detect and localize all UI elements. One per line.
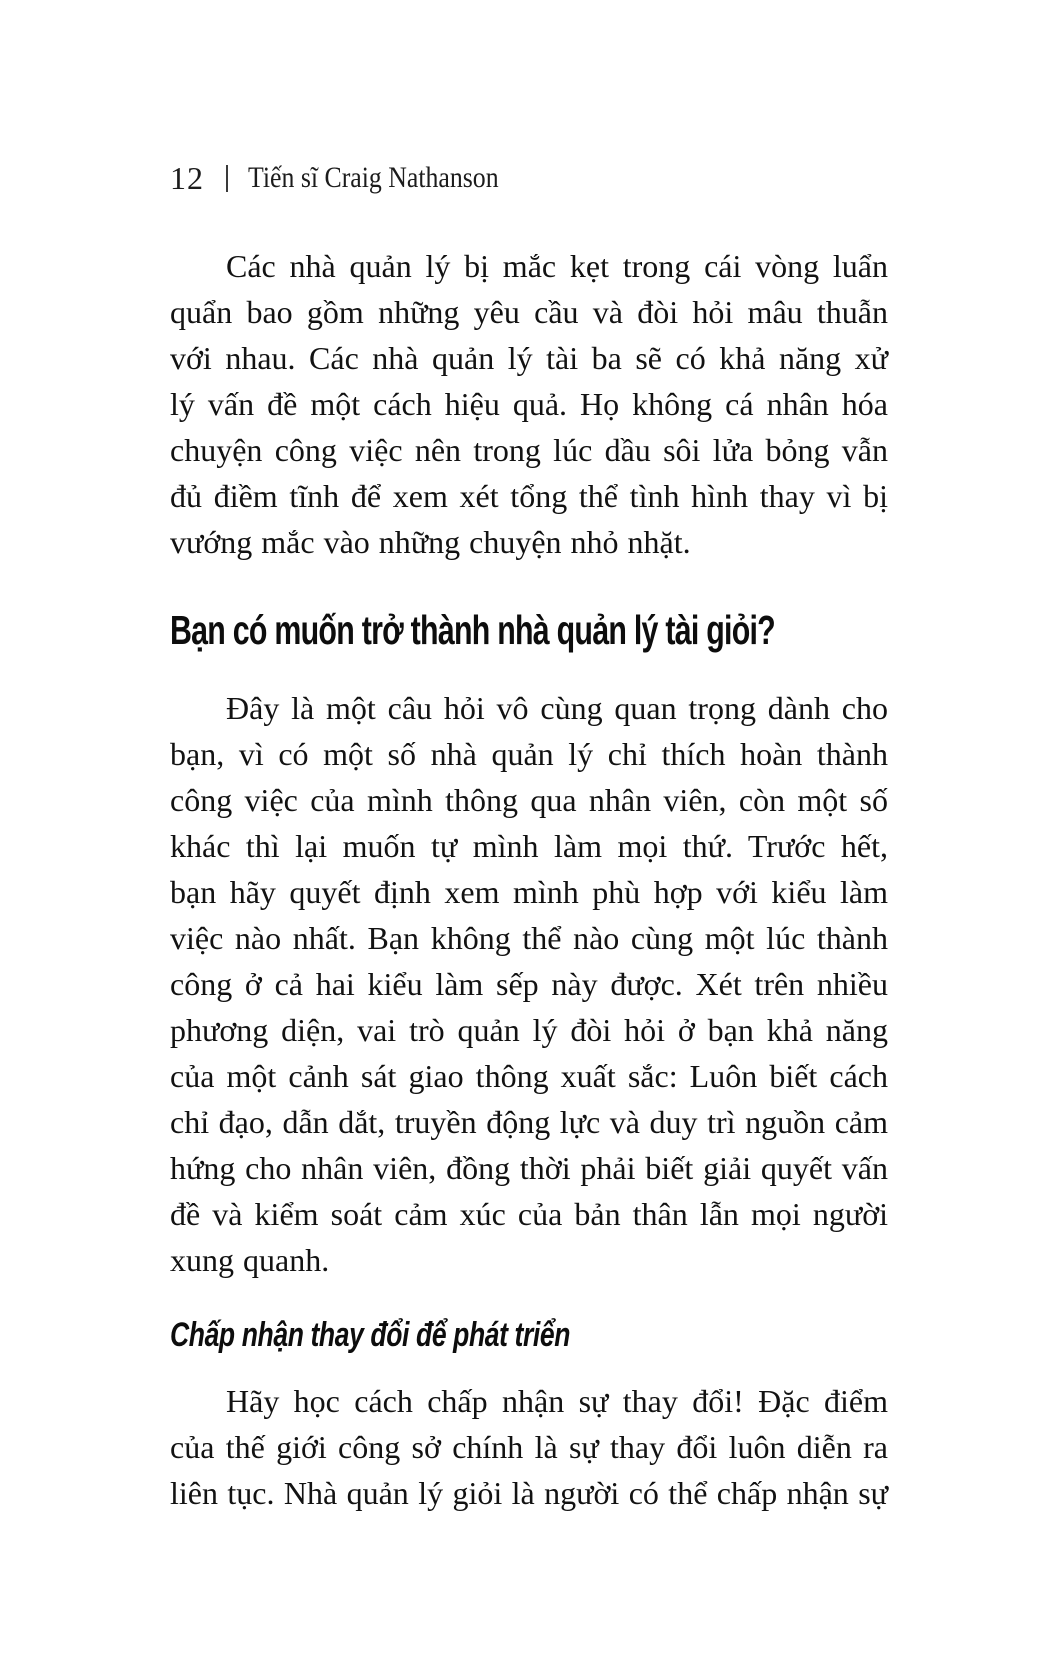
text-line: Hãy học cách chấp nhận sự thay đổi! Đặc điểm	[226, 1383, 888, 1419]
page-header	[170, 160, 539, 196]
text-line: phương diện, vai trò quản lý đòi hỏi ở bạn khả năng	[170, 1012, 888, 1048]
text-line: Các nhà quản lý bị mắc kẹt trong cái vòng luẩn	[226, 248, 888, 284]
page-number: 12	[170, 160, 204, 196]
text-line: vướng mắc vào những chuyện nhỏ nhặt.	[170, 524, 691, 560]
text-line: chỉ đạo, dẫn dắt, truyền động lực và duy trì nguồn cảm	[170, 1104, 888, 1140]
header-separator	[226, 165, 228, 192]
text-line: lý vấn đề một cách hiệu quả. Họ không cá nhân hóa	[170, 386, 888, 422]
paragraph-1	[170, 243, 888, 565]
text-line: công ở cả hai kiểu làm sếp này được. Xét trên nhiều	[170, 966, 888, 1002]
text-line: việc nào nhất. Bạn không thể nào cùng một lúc thành	[170, 920, 888, 956]
text-line: hứng cho nhân viên, đồng thời phải biết giải quyết vấn	[170, 1150, 888, 1186]
paragraph-2	[170, 685, 888, 1283]
section-heading-1: Bạn có muốn trở thành nhà quản lý tài giỏi?	[170, 607, 775, 653]
paragraph-3	[170, 1378, 888, 1516]
text-line: xung quanh.	[170, 1242, 330, 1278]
section-heading-2: Chấp nhận thay đổi để phát triển	[170, 1316, 571, 1354]
text-line: với nhau. Các nhà quản lý tài ba sẽ có khả năng xử	[170, 340, 888, 376]
text-line: liên tục. Nhà quản lý giỏi là người có thể chấp nhận sự	[170, 1475, 888, 1511]
running-title: Tiến sĩ Craig Nathanson	[248, 161, 499, 194]
text-line: khác thì lại muốn tự mình làm mọi thứ. Trước hết,	[170, 828, 888, 864]
text-line: của thế giới công sở chính là sự thay đổi luôn diễn ra	[170, 1429, 888, 1465]
text-line: công việc của mình thông qua nhân viên, còn một số	[170, 782, 888, 818]
text-line: của một cảnh sát giao thông xuất sắc: Luôn biết cách	[170, 1058, 888, 1094]
text-line: Đây là một câu hỏi vô cùng quan trọng dành cho	[226, 690, 888, 726]
text-line: đề và kiểm soát cảm xúc của bản thân lẫn mọi người	[170, 1196, 888, 1232]
text-line: chuyện công việc nên trong lúc dầu sôi lửa bỏng vẫn	[170, 432, 888, 468]
text-line: đủ điềm tĩnh để xem xét tổng thể tình hình thay vì bị	[170, 478, 888, 514]
text-line: bạn, vì có một số nhà quản lý chỉ thích hoàn thành	[170, 736, 888, 772]
text-line: bạn hãy quyết định xem mình phù hợp với kiểu làm	[170, 874, 888, 910]
text-line: quẩn bao gồm những yêu cầu và đòi hỏi mâu thuẫn	[170, 294, 888, 330]
